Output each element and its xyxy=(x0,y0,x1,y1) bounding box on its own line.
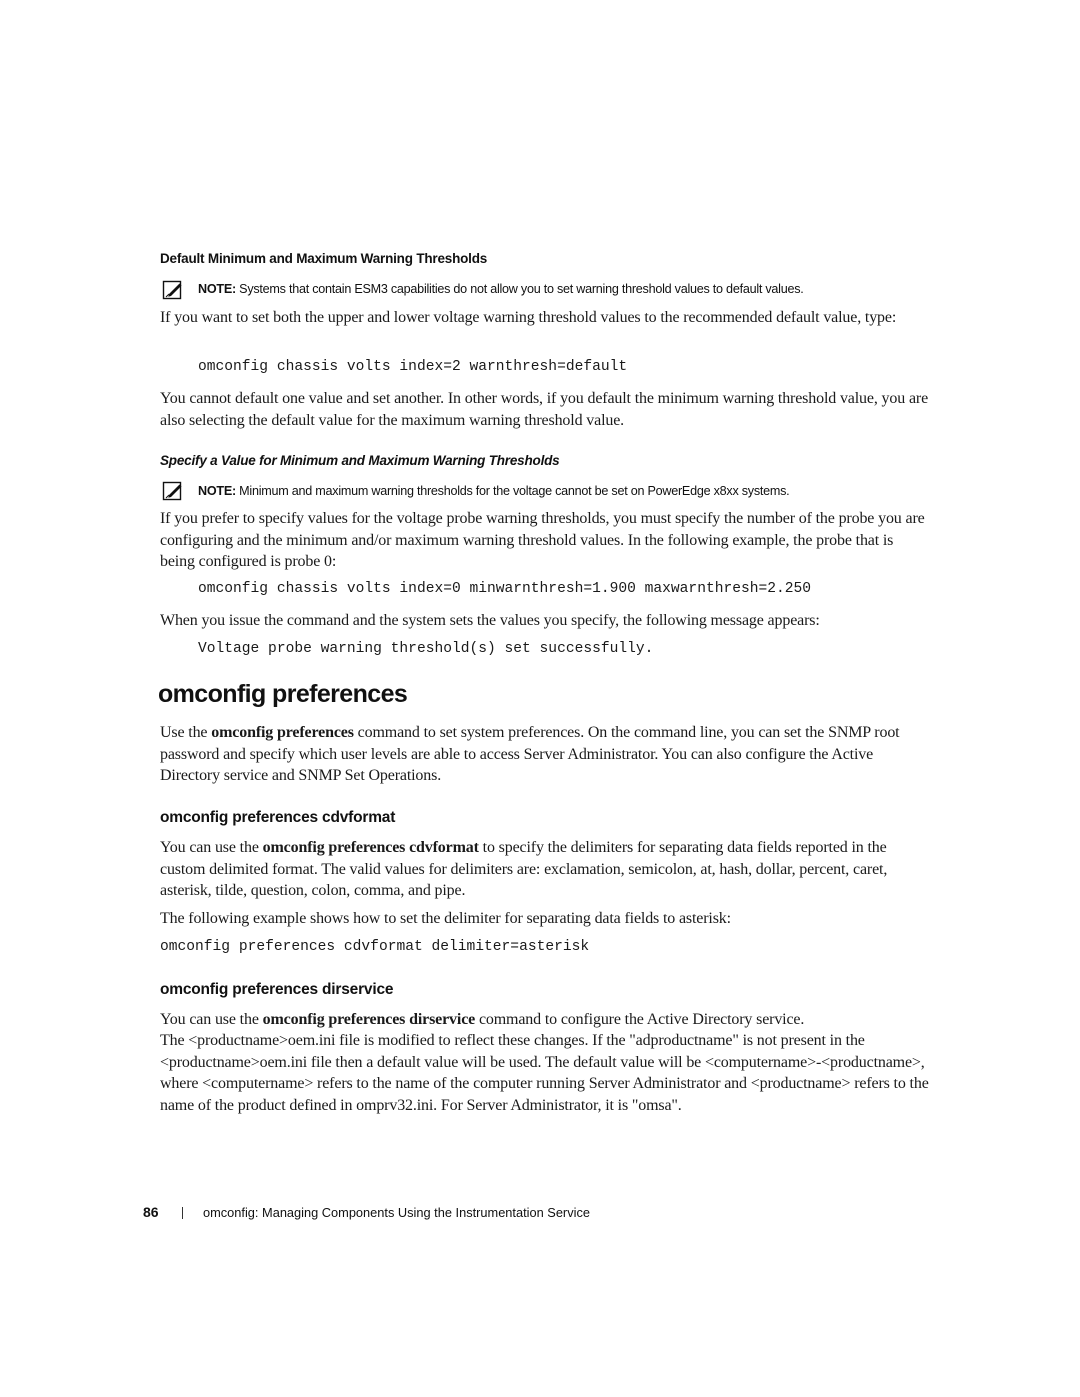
footer-divider xyxy=(182,1207,183,1219)
text-run: command to configure the Active Directory service. xyxy=(475,1011,805,1028)
note-label: NOTE: xyxy=(198,484,236,498)
text-run: You can use the xyxy=(160,839,263,856)
command-name: omconfig preferences xyxy=(211,724,354,741)
paragraph-specify-values: If you prefer to specify values for the voltage probe warning thresholds, you must specify the number of the probe you are configuring and the minimum and/or maximum warning threshold values. In the following example, the probe that is being configured is probe 0: xyxy=(160,510,925,570)
note-pencil-icon xyxy=(162,480,184,502)
code-minmax-thresh: omconfig chassis volts index=0 minwarnthresh=1.900 maxwarnthresh=2.250 xyxy=(198,581,812,597)
code-cdvformat: omconfig preferences cdvformat delimiter=asterisk xyxy=(160,939,590,955)
note-poweredge xyxy=(198,484,789,498)
command-name: omconfig preferences cdvformat xyxy=(262,839,479,856)
note-label: NOTE: xyxy=(198,282,236,296)
section-heading-cdvformat: omconfig preferences cdvformat xyxy=(160,809,396,826)
text-run: command to set system preferences. On the command line, you can set the SNMP root password and specify which user levels are able to access Server Administrator. You can also configure the Active Directory service and SNMP Set Operations. xyxy=(160,724,900,784)
note-esm3 xyxy=(198,282,804,296)
page-title: omconfig preferences xyxy=(158,680,408,708)
text-run: You can use the xyxy=(160,1011,263,1028)
paragraph-dirservice xyxy=(160,1009,940,1031)
paragraph-dirservice-details: The <productname>oem.ini file is modified to reflect these changes. If the "adproductname" is not present in the <productname>oem.ini file then a default value will be used. The default value will be <computername>-<productname>, where <computername> refers to the name of the computer running Server Administrator and <productname> refers to the name of the product defined in omprv32.ini. For Server Administrator, it is "omsa". xyxy=(160,1032,929,1114)
page-number: 86 xyxy=(143,1204,159,1220)
note-pencil-icon xyxy=(162,279,184,301)
note-text: Systems that contain ESM3 capabilities do not allow you to set warning threshold values to default values. xyxy=(235,282,804,296)
text-run: Use the xyxy=(160,724,212,741)
paragraph-default-value: If you want to set both the upper and lower voltage warning threshold values to the recommended default value, type: xyxy=(160,309,897,326)
paragraph-cdvformat-example: The following example shows how to set the delimiter for separating data fields to asterisk: xyxy=(160,910,731,927)
paragraph-cdvformat xyxy=(160,837,930,902)
paragraph-preferences-intro xyxy=(160,722,930,787)
command-name: omconfig preferences dirservice xyxy=(262,1011,476,1028)
text-run: to specify the delimiters for separating data fields reported in the custom delimited format. The valid values for delimiters are: exclamation, semicolon, at, hash, dollar, percent, caret, asterisk, tilde, question, colon, comma, and pipe. xyxy=(160,839,888,899)
subheading-default-thresholds: Default Minimum and Maximum Warning Thresholds xyxy=(160,251,488,266)
code-success-message: Voltage probe warning threshold(s) set successfully. xyxy=(198,641,654,657)
subheading-specify-thresholds: Specify a Value for Minimum and Maximum Warning Thresholds xyxy=(160,453,560,468)
note-text: Minimum and maximum warning thresholds for the voltage cannot be set on PowerEdge x8xx systems. xyxy=(235,484,790,498)
paragraph-cannot-default: You cannot default one value and set another. In other words, if you default the minimum warning threshold value, you are also selecting the default value for the maximum warning threshold value. xyxy=(160,390,929,429)
footer-chapter-title: omconfig: Managing Components Using the Instrumentation Service xyxy=(203,1205,590,1220)
section-heading-dirservice: omconfig preferences dirservice xyxy=(160,981,394,998)
paragraph-message-appears: When you issue the command and the system sets the values you specify, the following message appears: xyxy=(160,612,820,629)
code-warnthresh-default: omconfig chassis volts index=2 warnthresh=default xyxy=(198,359,628,375)
